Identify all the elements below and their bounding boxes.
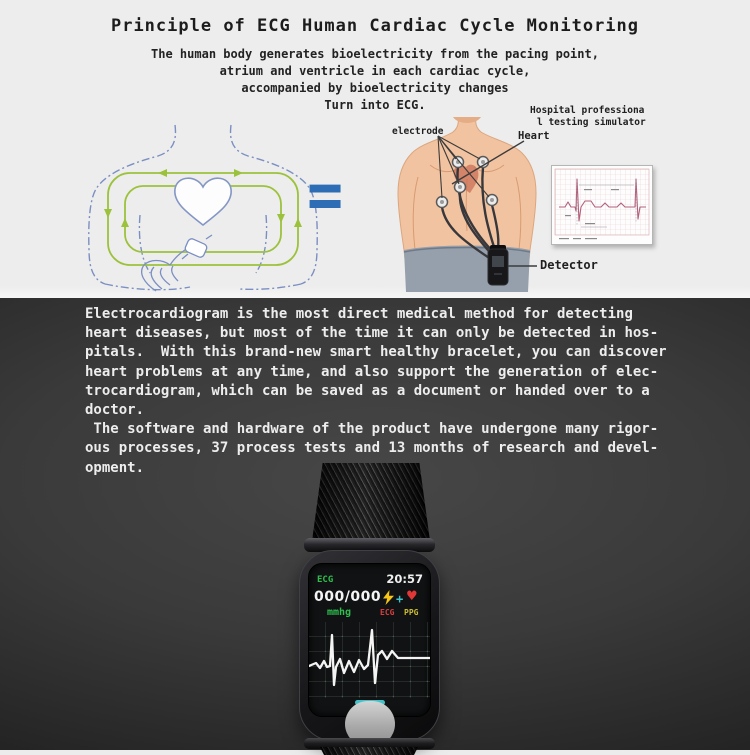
screen-time: 20:57 <box>386 572 423 586</box>
subtitle-line: accompanied by bioelectricity changes <box>241 81 509 95</box>
plus-icon: + <box>396 592 404 606</box>
watch-home-button <box>345 701 395 741</box>
heart-icon: ♥ <box>406 589 418 604</box>
hand-sketch <box>142 235 212 291</box>
description-line: Electrocardiogram is the most direct medical method for detecting <box>85 306 633 322</box>
simulator-label-line1: Hospital professiona <box>530 105 645 116</box>
ecg-principle-section <box>0 0 750 298</box>
blood-pressure-unit: mmhg <box>327 607 352 618</box>
description-line: heart diseases, but most of the time it can only be detected in hos- <box>85 325 659 342</box>
description-text <box>85 305 695 478</box>
smart-bracelet <box>299 550 440 741</box>
ecg-simulator-chart <box>551 165 653 245</box>
detector-label: Detector <box>540 258 598 272</box>
description-line: ous processes, 37 process tests and 13 months of research and devel- <box>85 440 659 457</box>
lightning-icon <box>383 590 394 605</box>
description-line: trocardiogram, which can be saved as a document or handed over to a <box>85 382 650 399</box>
page-title: Principle of ECG Human Cardiac Cycle Monitoring <box>110 16 640 36</box>
description-line: pitals. With this brand-new smart healthy bracelet, you can discover <box>85 344 667 361</box>
simulator-label-line2: l testing simulator <box>537 117 646 128</box>
subtitle-line: The human body generates bioelectricity from the pacing point, <box>151 47 599 61</box>
ecg-waveform <box>309 622 430 698</box>
description-line: opment. <box>85 459 145 476</box>
detector-device <box>488 245 508 285</box>
watch-band-top <box>312 463 430 541</box>
description-line: heart problems at any time, and also support the generation of elec- <box>85 363 659 380</box>
ecg-mode-label: ECG <box>380 608 395 617</box>
screen-mode-label: ECG <box>317 575 334 585</box>
watch-band-bottom <box>318 747 420 755</box>
description-line: The software and hardware of the product have undergone many rigor- <box>85 421 659 438</box>
blood-pressure-value: 000/000 <box>314 589 382 605</box>
description-line: doctor. <box>85 402 145 419</box>
torso-electrodes-illustration <box>382 117 552 292</box>
subtitle-line: Turn into ECG. <box>324 98 426 112</box>
body-circuit-illustration <box>78 123 328 293</box>
ppg-mode-label: PPG <box>404 608 419 617</box>
heart-label: Heart <box>518 130 550 142</box>
subtitle-line: atrium and ventricle in each cardiac cycle, <box>219 64 531 78</box>
subtitle <box>0 46 750 114</box>
electrode-label: electrode <box>392 126 444 137</box>
equals-sign: = <box>306 154 344 236</box>
watch-screen <box>308 563 431 717</box>
product-description-section <box>0 298 750 750</box>
